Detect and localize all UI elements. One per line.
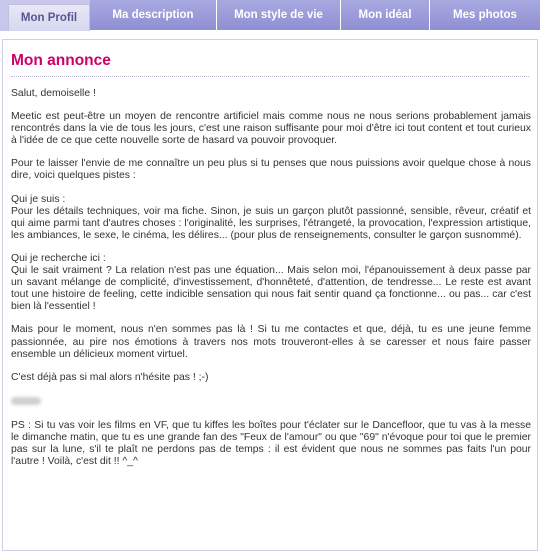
tab-ma-description[interactable]: Ma description [90,0,217,31]
annonce-panel [2,39,538,551]
tab-mon-profil[interactable]: Mon Profil [8,4,90,31]
paragraph-pistes: Pour te laisser l'envie de me connaître un peu plus si tu penses que nous puissions avoir quelque chose à nous dire, voici quelques pistes : [11,158,531,182]
blurred-signature [11,397,41,405]
paragraph-qui-je-recherche: Qui je recherche ici : Qui le sait vraiment ? La relation n'est pas une équation... Mais selon moi, l'épanouissement à deux passe par un savant mélange de complicité, d'investissement, d'honnêteté, d'attention, de tendresse... Le reste est avant tout une histoire de feeling, cette indicible sensation qui nous fait sentir quand ça fonctionne... ou pas... car c'est bien là l'essentiel ! [11,252,531,313]
tab-mon-ideal[interactable]: Mon idéal [341,0,430,31]
profile-tabs [0,0,540,31]
paragraph-contact: Mais pour le moment, nous n'en sommes pas là ! Si tu me contactes et que, déjà, tu es une jeune femme passionnée, au pire nos émotions à travers nos mots trouveront-elles à se caresser et nous faire passer ensemble un délicieux moment virtuel. [11,324,531,360]
paragraph-intro: Meetic est peut-être un moyen de rencontre artificiel mais comme nous ne nous serions probablement jamais rencontrés dans la vie de tous les jours, c'est une raison suffisante pour moi d'être ici tout content et tout curieux à l'idée de ce que cette nouvelle sorte de hasard va pouvoir provoquer. [11,111,531,147]
tab-mes-photos[interactable]: Mes photos [430,0,540,31]
title-divider [11,76,529,77]
paragraph-greeting: Salut, demoiselle ! [11,88,96,99]
paragraph-qui-je-suis: Qui je suis : Pour les détails techniques, voir ma fiche. Sinon, je suis un garçon plutôt passionné, sensible, rêveur, créatif et qui aime parmi tant d'autres choses : l'originalité, les surprises, l'étrangeté, la provocation, l'expression artistique, les ambiances, le sexe, le cinéma, les délires... (pour plus de renseignements, consulter le garçon susnommé). [11,193,531,241]
tab-mon-style-de-vie[interactable]: Mon style de vie [217,0,341,31]
signature-blurred [11,395,531,409]
annonce-text [11,88,531,479]
panel-title: Mon annonce [11,52,111,69]
paragraph-closing: C'est déjà pas si mal alors n'hésite pas ! ;-) [11,371,209,383]
paragraph-ps: PS : Si tu vas voir les films en VF, que tu kiffes les boîtes pour t'éclater sur le Dancefloor, que tu vas à la messe le dimanche matin, que tu es une grande fan des "Feux de l'amour" ou que "69" n'évoque pour toi que le premier pas sur la lune, s'il te plaît ne perdons pas de temps : il est évident que nous ne sommes pas faits l'un pour l'autre ! Voilà, c'est dit !! ^_^ [11,419,531,468]
